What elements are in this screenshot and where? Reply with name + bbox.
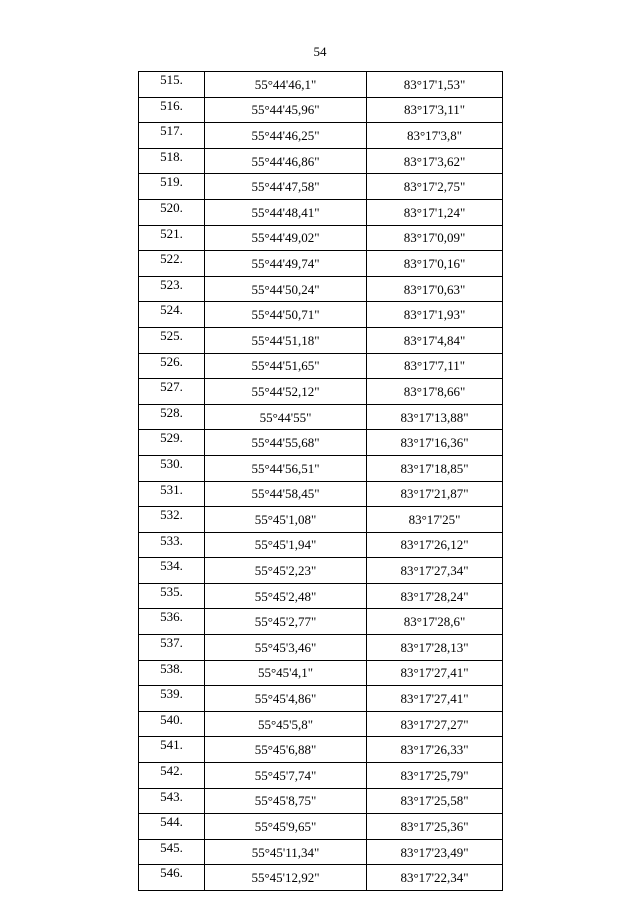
table-row bbox=[139, 635, 503, 661]
longitude-cell: 83°17'23,49" bbox=[367, 839, 503, 865]
latitude-cell: 55°45'4,1" bbox=[205, 660, 367, 686]
latitude-cell: 55°45'12,92" bbox=[205, 865, 367, 891]
point-number-cell: 544. bbox=[139, 814, 205, 840]
table-row bbox=[139, 507, 503, 533]
point-number-cell: 545. bbox=[139, 839, 205, 865]
point-number-cell: 539. bbox=[139, 686, 205, 712]
table-row bbox=[139, 327, 503, 353]
point-number-cell: 541. bbox=[139, 737, 205, 763]
latitude-cell: 55°45'2,23" bbox=[205, 558, 367, 584]
longitude-cell: 83°17'0,16" bbox=[367, 251, 503, 277]
latitude-cell: 55°45'7,74" bbox=[205, 763, 367, 789]
latitude-cell: 55°44'46,25" bbox=[205, 123, 367, 149]
point-number-cell: 525. bbox=[139, 327, 205, 353]
table-row bbox=[139, 583, 503, 609]
latitude-cell: 55°45'5,8" bbox=[205, 711, 367, 737]
point-number-cell: 538. bbox=[139, 660, 205, 686]
point-number-cell: 529. bbox=[139, 430, 205, 456]
latitude-cell: 55°44'50,24" bbox=[205, 276, 367, 302]
table-row bbox=[139, 430, 503, 456]
table-row bbox=[139, 609, 503, 635]
point-number-cell: 528. bbox=[139, 404, 205, 430]
latitude-cell: 55°45'8,75" bbox=[205, 788, 367, 814]
table-row bbox=[139, 686, 503, 712]
table-row bbox=[139, 174, 503, 200]
table-row bbox=[139, 814, 503, 840]
longitude-cell: 83°17'26,33" bbox=[367, 737, 503, 763]
longitude-cell: 83°17'22,34" bbox=[367, 865, 503, 891]
table-row bbox=[139, 788, 503, 814]
longitude-cell: 83°17'16,36" bbox=[367, 430, 503, 456]
point-number-cell: 543. bbox=[139, 788, 205, 814]
latitude-cell: 55°45'1,94" bbox=[205, 532, 367, 558]
table-row bbox=[139, 123, 503, 149]
table-row bbox=[139, 404, 503, 430]
longitude-cell: 83°17'28,13" bbox=[367, 635, 503, 661]
latitude-cell: 55°45'2,48" bbox=[205, 583, 367, 609]
table-row bbox=[139, 199, 503, 225]
latitude-cell: 55°44'55" bbox=[205, 404, 367, 430]
longitude-cell: 83°17'3,62" bbox=[367, 148, 503, 174]
longitude-cell: 83°17'27,27" bbox=[367, 711, 503, 737]
point-number-cell: 522. bbox=[139, 251, 205, 277]
table-row bbox=[139, 763, 503, 789]
longitude-cell: 83°17'8,66" bbox=[367, 379, 503, 405]
latitude-cell: 55°45'9,65" bbox=[205, 814, 367, 840]
longitude-cell: 83°17'1,24" bbox=[367, 199, 503, 225]
point-number-cell: 540. bbox=[139, 711, 205, 737]
latitude-cell: 55°45'4,86" bbox=[205, 686, 367, 712]
latitude-cell: 55°44'51,65" bbox=[205, 353, 367, 379]
point-number-cell: 516. bbox=[139, 97, 205, 123]
table-row bbox=[139, 481, 503, 507]
latitude-cell: 55°45'1,08" bbox=[205, 507, 367, 533]
latitude-cell: 55°45'3,46" bbox=[205, 635, 367, 661]
table-row bbox=[139, 251, 503, 277]
point-number-cell: 532. bbox=[139, 507, 205, 533]
coordinates-table-body bbox=[139, 72, 503, 891]
longitude-cell: 83°17'27,41" bbox=[367, 660, 503, 686]
point-number-cell: 537. bbox=[139, 635, 205, 661]
longitude-cell: 83°17'18,85" bbox=[367, 455, 503, 481]
latitude-cell: 55°44'58,45" bbox=[205, 481, 367, 507]
point-number-cell: 536. bbox=[139, 609, 205, 635]
table-row bbox=[139, 558, 503, 584]
point-number-cell: 542. bbox=[139, 763, 205, 789]
longitude-cell: 83°17'3,11" bbox=[367, 97, 503, 123]
table-row bbox=[139, 225, 503, 251]
point-number-cell: 521. bbox=[139, 225, 205, 251]
longitude-cell: 83°17'28,24" bbox=[367, 583, 503, 609]
longitude-cell: 83°17'1,93" bbox=[367, 302, 503, 328]
table-row bbox=[139, 148, 503, 174]
latitude-cell: 55°44'50,71" bbox=[205, 302, 367, 328]
longitude-cell: 83°17'27,34" bbox=[367, 558, 503, 584]
latitude-cell: 55°44'45,96" bbox=[205, 97, 367, 123]
table-row bbox=[139, 865, 503, 891]
table-row bbox=[139, 276, 503, 302]
longitude-cell: 83°17'28,6" bbox=[367, 609, 503, 635]
longitude-cell: 83°17'25,79" bbox=[367, 763, 503, 789]
table-row bbox=[139, 455, 503, 481]
latitude-cell: 55°44'51,18" bbox=[205, 327, 367, 353]
longitude-cell: 83°17'21,87" bbox=[367, 481, 503, 507]
latitude-cell: 55°44'46,1" bbox=[205, 72, 367, 98]
longitude-cell: 83°17'25,58" bbox=[367, 788, 503, 814]
longitude-cell: 83°17'1,53" bbox=[367, 72, 503, 98]
point-number-cell: 530. bbox=[139, 455, 205, 481]
longitude-cell: 83°17'27,41" bbox=[367, 686, 503, 712]
point-number-cell: 519. bbox=[139, 174, 205, 200]
table-row bbox=[139, 532, 503, 558]
page-number: 54 bbox=[313, 44, 327, 59]
latitude-cell: 55°45'6,88" bbox=[205, 737, 367, 763]
table-row bbox=[139, 711, 503, 737]
point-number-cell: 518. bbox=[139, 148, 205, 174]
longitude-cell: 83°17'3,8" bbox=[367, 123, 503, 149]
latitude-cell: 55°44'46,86" bbox=[205, 148, 367, 174]
longitude-cell: 83°17'2,75" bbox=[367, 174, 503, 200]
point-number-cell: 515. bbox=[139, 72, 205, 98]
point-number-cell: 535. bbox=[139, 583, 205, 609]
table-row bbox=[139, 353, 503, 379]
table-row bbox=[139, 97, 503, 123]
point-number-cell: 517. bbox=[139, 123, 205, 149]
longitude-cell: 83°17'4,84" bbox=[367, 327, 503, 353]
latitude-cell: 55°44'48,41" bbox=[205, 199, 367, 225]
latitude-cell: 55°44'55,68" bbox=[205, 430, 367, 456]
longitude-cell: 83°17'26,12" bbox=[367, 532, 503, 558]
table-row bbox=[139, 660, 503, 686]
point-number-cell: 523. bbox=[139, 276, 205, 302]
table-row bbox=[139, 737, 503, 763]
longitude-cell: 83°17'0,63" bbox=[367, 276, 503, 302]
point-number-cell: 533. bbox=[139, 532, 205, 558]
table-row bbox=[139, 72, 503, 98]
coordinates-table bbox=[138, 71, 503, 891]
latitude-cell: 55°44'49,74" bbox=[205, 251, 367, 277]
point-number-cell: 526. bbox=[139, 353, 205, 379]
latitude-cell: 55°44'47,58" bbox=[205, 174, 367, 200]
latitude-cell: 55°45'2,77" bbox=[205, 609, 367, 635]
table-row bbox=[139, 839, 503, 865]
point-number-cell: 534. bbox=[139, 558, 205, 584]
latitude-cell: 55°44'49,02" bbox=[205, 225, 367, 251]
point-number-cell: 520. bbox=[139, 199, 205, 225]
latitude-cell: 55°44'52,12" bbox=[205, 379, 367, 405]
table-row bbox=[139, 302, 503, 328]
longitude-cell: 83°17'25" bbox=[367, 507, 503, 533]
point-number-cell: 527. bbox=[139, 379, 205, 405]
longitude-cell: 83°17'25,36" bbox=[367, 814, 503, 840]
longitude-cell: 83°17'13,88" bbox=[367, 404, 503, 430]
latitude-cell: 55°45'11,34" bbox=[205, 839, 367, 865]
longitude-cell: 83°17'7,11" bbox=[367, 353, 503, 379]
table-row bbox=[139, 379, 503, 405]
longitude-cell: 83°17'0,09" bbox=[367, 225, 503, 251]
point-number-cell: 524. bbox=[139, 302, 205, 328]
point-number-cell: 531. bbox=[139, 481, 205, 507]
point-number-cell: 546. bbox=[139, 865, 205, 891]
latitude-cell: 55°44'56,51" bbox=[205, 455, 367, 481]
